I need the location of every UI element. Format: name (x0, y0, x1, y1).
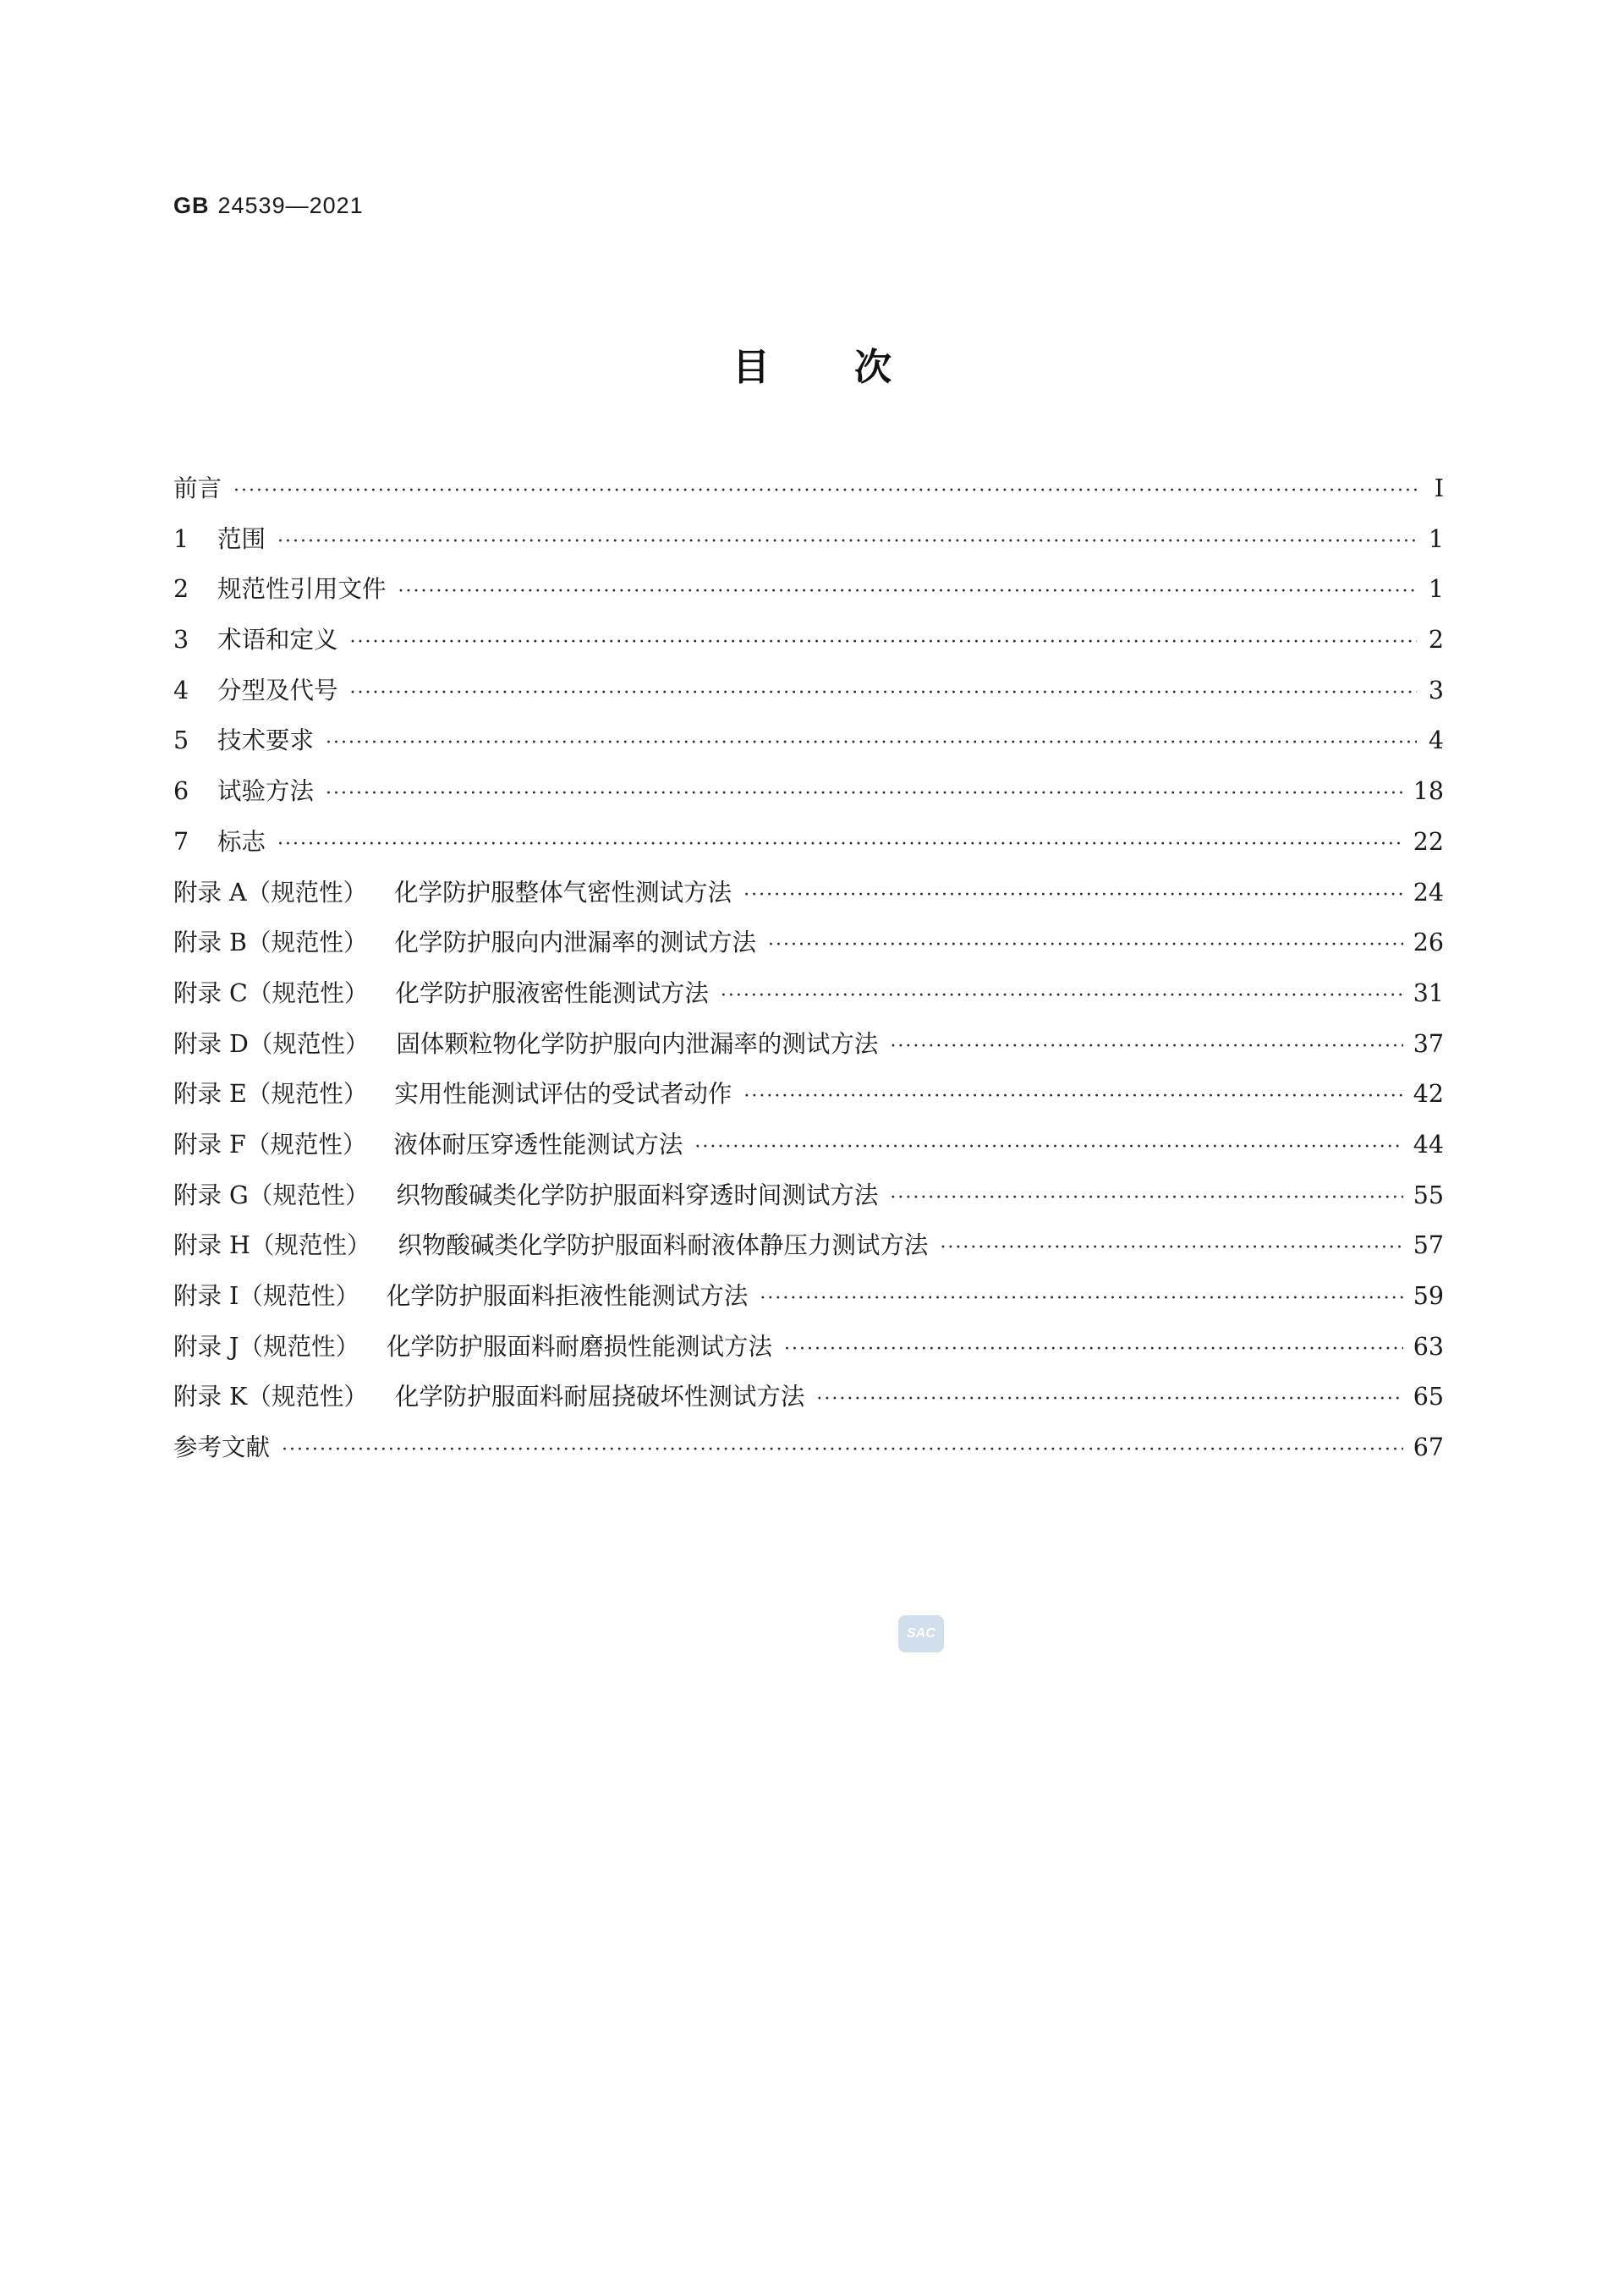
toc-entry[interactable] (173, 514, 1444, 565)
toc-entry-label: 化学防护服面料耐屈挠破坏性测试方法 (394, 1383, 805, 1411)
toc-entry[interactable] (173, 564, 1444, 615)
standard-code (173, 193, 364, 219)
toc-entry-page-number: 4 (1428, 726, 1444, 755)
page-title: 目次 (732, 346, 976, 389)
toc-entry-page-number: Ⅰ (1434, 474, 1444, 502)
toc-leader-dots (784, 1324, 1403, 1375)
toc-entry-page-number: 22 (1413, 827, 1444, 856)
toc-entry-label: 化学防护服液密性能测试方法 (395, 978, 709, 1007)
toc-leader-dots (326, 718, 1417, 769)
toc-entry-appendix-prefix: 附录 F（规范性） (173, 1130, 367, 1159)
toc-leader-dots (277, 819, 1403, 870)
toc-entry-page-number: 37 (1413, 1029, 1444, 1058)
toc-leader-dots (743, 1071, 1402, 1122)
toc-entry-page-number: 67 (1413, 1433, 1444, 1462)
toc-entry[interactable] (173, 1220, 1444, 1271)
toc-entry-label: 技术要求 (217, 726, 315, 755)
toc-entry-number: 5 (173, 726, 189, 755)
toc-entry-page-number: 44 (1413, 1130, 1444, 1159)
standard-number: 24539—2021 (217, 193, 364, 218)
toc-entry-page-number: 65 (1413, 1383, 1444, 1411)
toc-entry-label: 参考文献 (173, 1433, 271, 1462)
toc-entry-label: 分型及代号 (217, 676, 338, 704)
toc-entry-label: 织物酸碱类化学防护服面料穿透时间测试方法 (396, 1181, 879, 1209)
toc-entry[interactable] (173, 1372, 1444, 1422)
toc-entry-page-number: 26 (1413, 929, 1444, 957)
toc-entry-page-number: 18 (1413, 777, 1444, 806)
toc-leader-dots (743, 870, 1403, 921)
toc-leader-dots (277, 517, 1417, 567)
toc-entry-appendix-prefix: 附录 C（规范性） (173, 978, 369, 1007)
toc-entry-label: 前言 (173, 474, 222, 502)
toc-leader-dots (768, 920, 1403, 971)
toc-entry-appendix-prefix: 附录 H（规范性） (173, 1231, 371, 1260)
toc-entry-label: 规范性引用文件 (217, 575, 387, 604)
toc-entry-appendix-prefix: 附录 A（规范性） (173, 878, 368, 907)
toc-entry-page-number: 1 (1428, 524, 1444, 553)
toc-entry-label: 标志 (217, 827, 266, 856)
toc-leader-dots (233, 466, 1417, 517)
toc-leader-dots (326, 769, 1403, 819)
toc-entry[interactable] (173, 1069, 1444, 1120)
toc-entry-label: 化学防护服向内泄漏率的测试方法 (394, 929, 757, 957)
toc-leader-dots (398, 567, 1417, 617)
toc-entry[interactable] (173, 1170, 1444, 1221)
standard-prefix: GB (173, 193, 210, 218)
sac-watermark-logo: SAC (898, 1615, 944, 1652)
toc-leader-dots (760, 1274, 1402, 1324)
toc-entry-label: 化学防护服整体气密性测试方法 (394, 878, 732, 907)
toc-entry-label: 化学防护服面料耐磨损性能测试方法 (387, 1332, 773, 1361)
toc-entry-label: 化学防护服面料拒液性能测试方法 (386, 1282, 749, 1310)
toc-entry[interactable] (173, 1422, 1444, 1473)
toc-entry-page-number: 3 (1428, 676, 1444, 704)
toc-entry-page-number: 55 (1413, 1181, 1444, 1209)
toc-entry-number: 4 (173, 676, 189, 704)
toc-entry[interactable] (173, 1120, 1444, 1170)
toc-entry-number: 3 (173, 626, 189, 655)
toc-entry[interactable] (173, 817, 1444, 868)
toc-entry-label: 织物酸碱类化学防护服面料耐液体静压力测试方法 (398, 1231, 929, 1260)
toc-entry-number: 2 (173, 575, 189, 604)
toc-entry[interactable] (173, 1271, 1444, 1322)
toc-entry-page-number: 31 (1413, 978, 1444, 1007)
toc-entry-appendix-prefix: 附录 D（规范性） (173, 1029, 370, 1058)
toc-leader-dots (890, 1022, 1402, 1072)
toc-leader-dots (694, 1122, 1402, 1173)
toc-entry-number: 1 (173, 524, 189, 553)
toc-leader-dots (350, 668, 1417, 719)
toc-entry-label: 范围 (217, 524, 266, 553)
toc-entry-label: 术语和定义 (217, 626, 338, 655)
toc-entry-appendix-prefix: 附录 K（规范性） (173, 1383, 368, 1411)
toc-entry-page-number: 1 (1428, 575, 1444, 604)
toc-leader-dots (282, 1425, 1403, 1476)
toc-entry[interactable] (173, 463, 1444, 514)
toc-entry-page-number: 57 (1413, 1231, 1444, 1260)
toc-entry-label: 试验方法 (217, 777, 315, 806)
toc-entry-page-number: 63 (1413, 1332, 1444, 1361)
toc-entry[interactable] (173, 968, 1444, 1019)
toc-entry[interactable] (173, 918, 1444, 968)
toc-entry[interactable] (173, 1019, 1444, 1070)
toc-entry[interactable] (173, 766, 1444, 817)
toc-leader-dots (890, 1173, 1402, 1224)
table-of-contents (173, 463, 1444, 1473)
toc-leader-dots (350, 617, 1417, 668)
toc-leader-dots (940, 1223, 1402, 1274)
toc-entry-appendix-prefix: 附录 J（规范性） (173, 1332, 359, 1361)
toc-leader-dots (721, 971, 1403, 1022)
toc-entry-page-number: 42 (1413, 1080, 1444, 1109)
toc-entry[interactable] (173, 1322, 1444, 1373)
toc-entry-appendix-prefix: 附录 B（规范性） (173, 929, 368, 957)
toc-entry-label: 实用性能测试评估的受试者动作 (394, 1080, 732, 1109)
toc-entry-label: 液体耐压穿透性能测试方法 (393, 1130, 683, 1159)
toc-entry-appendix-prefix: 附录 G（规范性） (173, 1181, 370, 1209)
toc-entry[interactable] (173, 666, 1444, 716)
toc-entry-label: 固体颗粒物化学防护服向内泄漏率的测试方法 (396, 1029, 879, 1058)
toc-leader-dots (816, 1374, 1402, 1425)
toc-entry-page-number: 24 (1413, 878, 1444, 907)
toc-entry[interactable] (173, 868, 1444, 918)
toc-entry-appendix-prefix: 附录 I（规范性） (173, 1282, 359, 1310)
toc-entry[interactable] (173, 715, 1444, 766)
toc-entry-page-number: 2 (1428, 626, 1444, 655)
toc-entry-number: 7 (173, 827, 189, 856)
toc-entry[interactable] (173, 615, 1444, 666)
toc-entry-number: 6 (173, 777, 189, 806)
toc-entry-page-number: 59 (1413, 1282, 1444, 1310)
toc-entry-appendix-prefix: 附录 E（规范性） (173, 1080, 368, 1109)
